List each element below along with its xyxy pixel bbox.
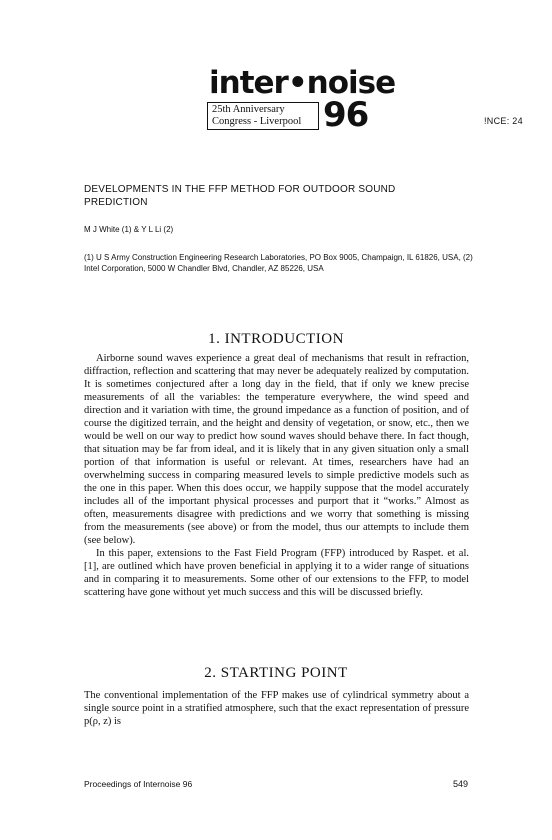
starting-point-body	[84, 689, 469, 728]
paper-reference-tag: !NCE: 24	[484, 116, 523, 126]
page-number: 549	[453, 779, 469, 789]
introduction-paragraph-1: Airborne sound waves experience a great deal of mechanisms that result in refraction, diffraction, reflection and scattering that may never be adequately realized by computation. It is sometimes conjectured after a long day in the field, that if only we knew precise measurements of all the variables: the temperature everywhere, the wind speed and direction and it variation with time, the ground impedance as a function of position, and of course the digitized terrain, and the height and density of vegetation, or snow, etc., then we would be well on our way to predict how sound waves should behave there. In fact though, that situation may be far from ideal, and it is likely that in any given situation only a small portion of that information is useful or relevant. At times, researchers have had an overwhelming success in comparing measured levels to simple predictive models such as the one in this paper. When this does occur, we happily suppose that the model accurately includes all of the important physical processes and purport that it “works.” Almost as often, measurements disagree with predictions and we worry that something is missing from the measurements (see above) or from the model, thus our attempts to include them (see below).	[84, 353, 469, 546]
paper-title: DEVELOPMENTS IN THE FFP METHOD FOR OUTDOOR SOUND PREDICTION	[84, 184, 396, 208]
conference-logo-wordmark: inter•noise	[209, 65, 396, 101]
anniversary-line-1: 25th Anniversary	[212, 104, 285, 115]
author-affiliations: (1) U S Army Construction Engineering Research Laboratories, PO Box 9005, Champaign, IL 61826, USA, (2) Intel Corporation, 5000 W Chandler Blvd, Chandler, AZ 85226, USA	[84, 253, 473, 273]
section-heading-starting-point: 2. STARTING POINT	[204, 665, 348, 681]
introduction-body	[84, 352, 469, 599]
anniversary-box	[207, 102, 319, 130]
section-heading-introduction: 1. INTRODUCTION	[208, 331, 344, 347]
introduction-paragraph-2: In this paper, extensions to the Fast Field Program (FFP) introduced by Raspet. et al. [1], are outlined which have proven beneficial in applying it to a wider range of situations and in comparing it to measurements. Some other of our extensions to the FFP, to model scattering have gone without yet much success and this will be discussed briefly.	[84, 548, 469, 598]
paper-authors: M J White (1) & Y L Li (2)	[84, 225, 174, 234]
proceedings-footer: Proceedings of Internoise 96	[84, 779, 193, 789]
starting-point-paragraph-1: The conventional implementation of the FFP makes use of cylindrical symmetry about a single source point in a stratified atmosphere, such that the exact representation of pressure p(ρ, z) is	[84, 690, 469, 727]
anniversary-line-2: Congress - Liverpool	[212, 116, 302, 127]
conference-year: 96	[323, 95, 369, 135]
